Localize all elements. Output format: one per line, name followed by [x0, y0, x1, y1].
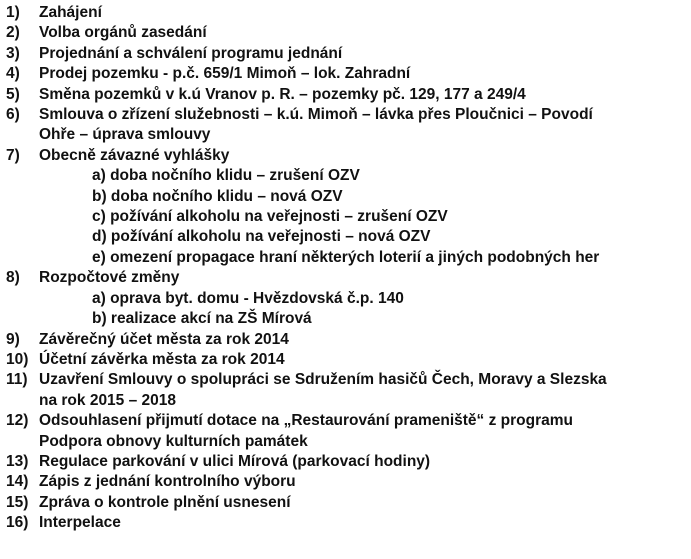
item-text: Smlouva o zřízení služebnosti – k.ú. Mimoň – lávka přes Ploučnici – Povodí: [39, 106, 593, 124]
agenda-item-13: [6, 452, 690, 472]
subitem: b) doba nočního klidu – nová OZV: [92, 187, 343, 205]
item-text: Odsouhlasení přijmutí dotace na „Restaurování prameniště“ z programu: [39, 412, 574, 430]
item-number: 12): [6, 412, 29, 430]
agenda-item-14: [6, 472, 690, 492]
item-text: Volba orgánů zasedání: [39, 24, 207, 42]
item-text: Zpráva o kontrole plnění usnesení: [39, 493, 291, 511]
agenda-item-6: [6, 105, 690, 146]
agenda-item-1: [6, 3, 690, 23]
subitem: c) požívání alkoholu na veřejnosti – zrušení OZV: [92, 208, 448, 226]
subitem: b) realizace akcí na ZŠ Mírová: [92, 310, 312, 328]
item-text: Uzavření Smlouvy o spolupráci se Sdružením hasičů Čech, Moravy a Slezska: [39, 371, 607, 389]
item-text: Prodej pozemku - p.č. 659/1 Mimoň – lok. Zahradní: [39, 65, 411, 83]
item-number: 8): [6, 269, 20, 287]
subitem: d) požívání alkoholu na veřejnosti – nová OZV: [92, 228, 431, 246]
agenda-item-12: [6, 411, 690, 452]
agenda-list: [6, 3, 690, 534]
agenda-item-5: [6, 85, 690, 105]
agenda-item-15: [6, 493, 690, 513]
subitem-list: [6, 289, 690, 330]
item-number: 5): [6, 85, 20, 103]
item-number: 16): [6, 514, 29, 532]
agenda-item-7: [6, 146, 690, 268]
item-number: 15): [6, 493, 29, 511]
item-number: 4): [6, 65, 20, 83]
item-text: Projednání a schválení programu jednání: [39, 44, 343, 62]
subitem: a) oprava byt. domu - Hvězdovská č.p. 140: [92, 289, 404, 307]
agenda-item-2: [6, 23, 690, 43]
item-text: Interpelace: [39, 514, 121, 532]
agenda-item-16: [6, 513, 690, 533]
item-number: 10): [6, 350, 29, 368]
item-text: Regulace parkování v ulici Mírová (parkovací hodiny): [39, 452, 431, 470]
item-number: 1): [6, 4, 20, 21]
subitem-list: [6, 166, 690, 268]
agenda-item-8: [6, 268, 690, 329]
item-number: 9): [6, 330, 20, 348]
item-text-continuation: Podpora obnovy kulturních památek: [39, 432, 308, 450]
item-text-continuation: na rok 2015 – 2018: [39, 391, 177, 409]
subitem: e) omezení propagace hraní některých loterií a jiných podobných her: [92, 248, 600, 266]
item-number: 11): [6, 371, 28, 389]
item-text: Obecně závazné vyhlášky: [39, 146, 230, 164]
agenda-item-11: [6, 370, 690, 411]
item-text: Směna pozemků v k.ú Vranov p. R. – pozemky pč. 129, 177 a 249/4: [39, 85, 526, 103]
item-number: 6): [6, 106, 20, 124]
agenda-item-4: [6, 64, 690, 84]
agenda-item-10: [6, 350, 690, 370]
item-text: Účetní závěrka města za rok 2014: [39, 350, 285, 368]
item-number: 7): [6, 146, 20, 164]
item-text-continuation: Ohře – úprava smlouvy: [39, 126, 211, 144]
item-number: 13): [6, 452, 29, 470]
item-text: Rozpočtové změny: [39, 269, 180, 287]
item-number: 14): [6, 473, 29, 491]
item-number: 2): [6, 24, 20, 42]
subitem: a) doba nočního klidu – zrušení OZV: [92, 167, 360, 185]
item-text: Zápis z jednání kontrolního výboru: [39, 473, 296, 491]
item-text: Závěrečný účet města za rok 2014: [39, 330, 289, 348]
item-number: 3): [6, 44, 20, 62]
agenda-item-9: [6, 330, 690, 350]
agenda-item-3: [6, 44, 690, 64]
item-text: Zahájení: [39, 4, 102, 21]
